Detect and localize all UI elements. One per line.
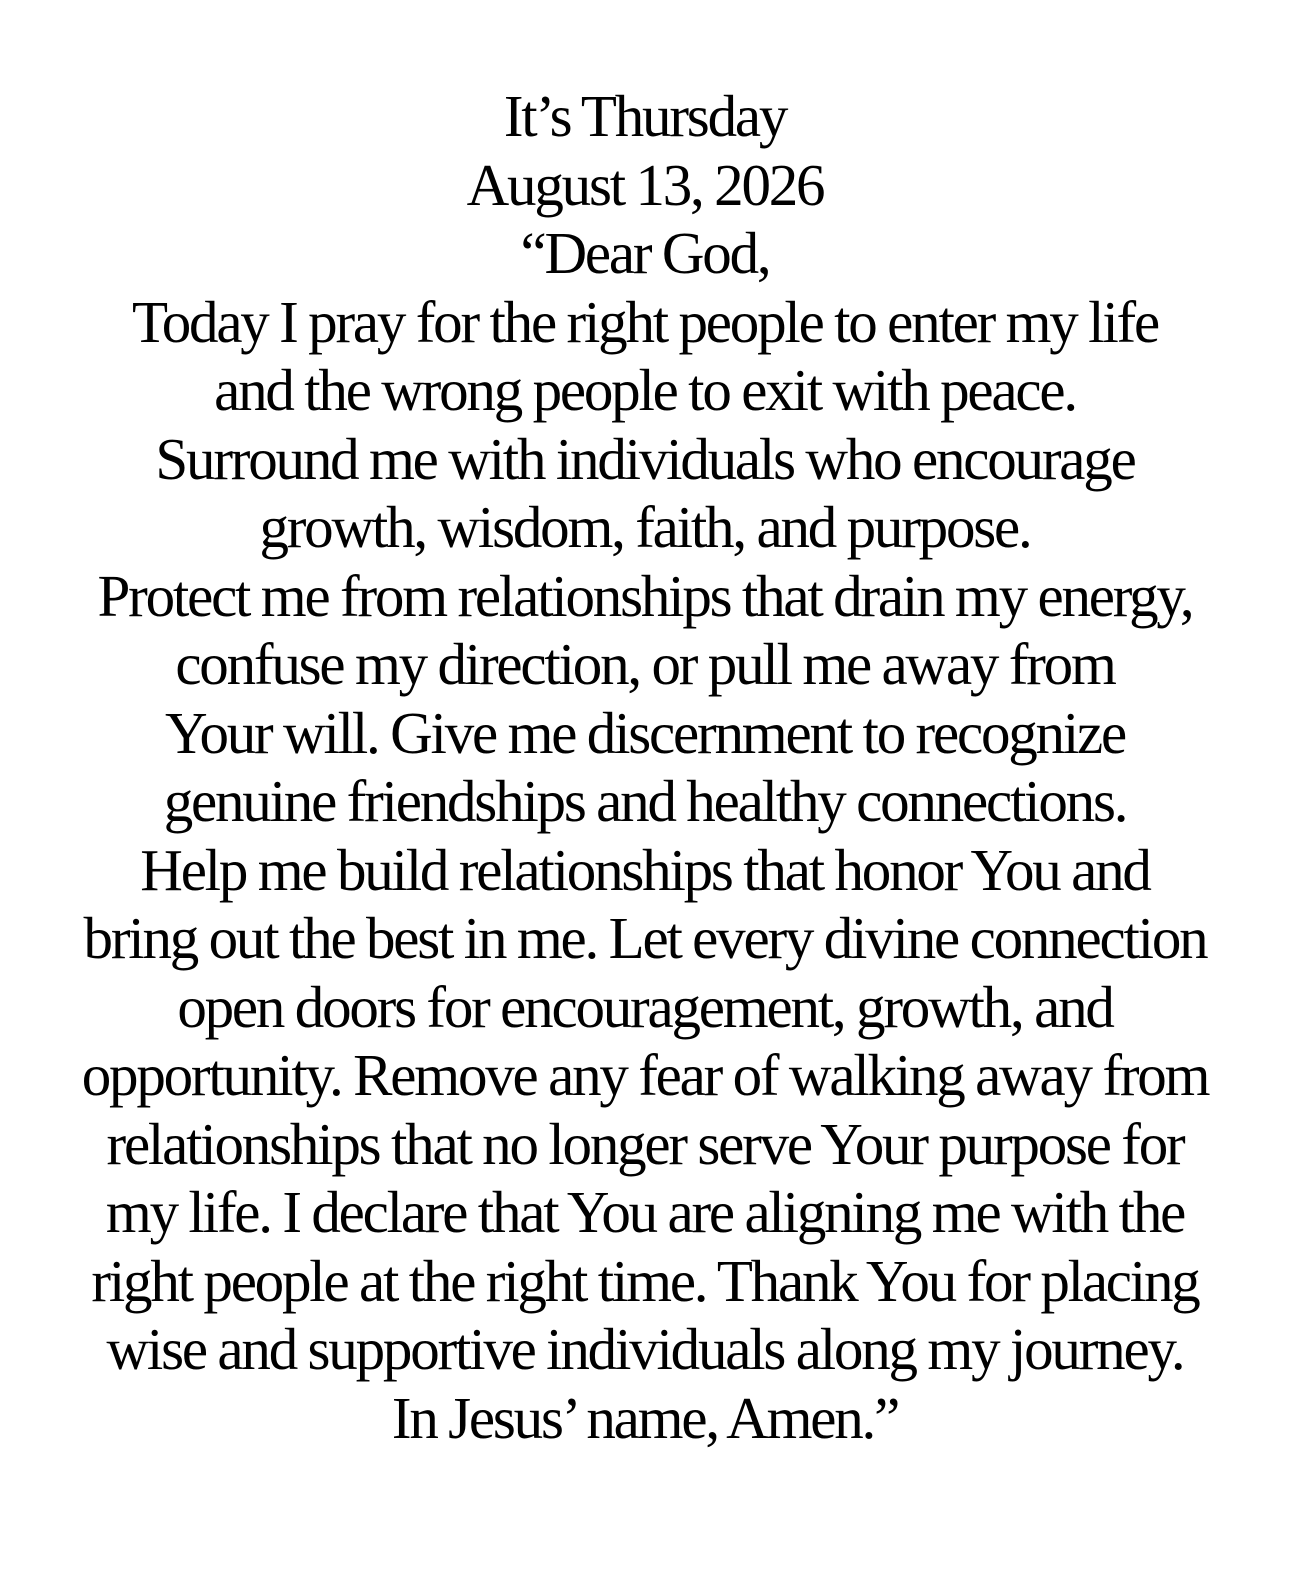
date-line: August 13, 2026 — [466, 151, 824, 218]
prayer-line: Today I pray for the right people to enter my life — [132, 288, 1158, 355]
prayer-line: confuse my direction, or pull me away from — [175, 631, 1115, 697]
day-line: It’s Thursday — [503, 83, 787, 149]
prayer-line: wise and supportive individuals along my journey. — [106, 1316, 1184, 1382]
prayer-line: genuine friendships and healthy connections. — [163, 768, 1127, 834]
salutation-line: “Dear God, — [520, 220, 770, 286]
prayer-line: open doors for encouragement, growth, and — [177, 973, 1113, 1040]
prayer-line: growth, wisdom, faith, and purpose. — [259, 494, 1031, 560]
closing-line: In Jesus’ name, Amen.” — [391, 1384, 899, 1451]
prayer-line: bring out the best in me. Let every divine connection — [83, 905, 1207, 971]
prayer-line: and the wrong people to exit with peace. — [214, 357, 1076, 423]
prayer-line: relationships that no longer serve Your purpose for — [106, 1110, 1184, 1177]
prayer-line: Help me build relationships that honor You and — [140, 836, 1150, 903]
prayer-line: right people at the right time. Thank You for placing — [91, 1247, 1199, 1314]
prayer-line: Surround me with individuals who encourage — [155, 425, 1135, 492]
prayer-line: opportunity. Remove any fear of walking away from — [81, 1042, 1209, 1108]
prayer-text — [0, 82, 1290, 1452]
prayer-line: Your will. Give me discernment to recognize — [164, 699, 1126, 766]
prayer-line: my life. I declare that You are aligning me with the — [105, 1179, 1185, 1245]
prayer-line: Protect me from relationships that drain my energy, — [97, 562, 1193, 629]
